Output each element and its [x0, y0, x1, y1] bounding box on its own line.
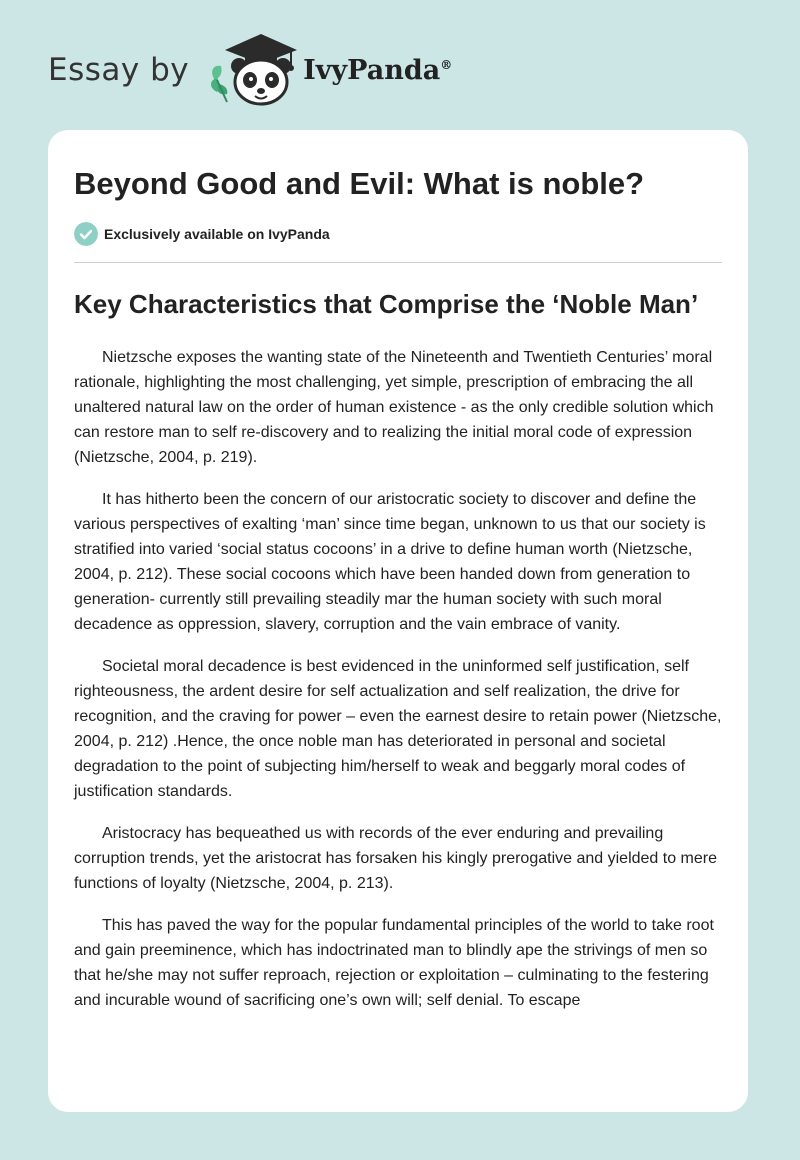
- registered-mark: ®: [440, 57, 453, 72]
- brand-header: [48, 30, 452, 110]
- panda-graduate-icon: [205, 32, 299, 108]
- paragraph: It has hitherto been the concern of our aristocratic society to discover and define the various perspectives of exalting ‘man’ since time began, unknown to us that our society is stratified into varied ‘social status cocoons’ in a drive to define human worth (Nietzsche, 2004, p. 212). These social cocoons which have been handed down from generation to generation- currently still prevailing steadily mar the human society with such moral decadence as oppression, slavery, corruption and the vain embrace of vanity.: [74, 491, 706, 633]
- paragraph: Nietzsche exposes the wanting state of the Nineteenth and Twentieth Centuries’ moral rationale, highlighting the most challenging, yet simple, prescription of embracing the all unaltered natural law on the order of human existence - as the only credible solution which can restore man to self re-discovery and to realizing the initial moral code of expression (Nietzsche, 2004, p. 219).: [74, 349, 714, 466]
- article-card: [48, 130, 748, 1112]
- article-body: [74, 345, 722, 1013]
- divider: [74, 262, 722, 263]
- brand-prefix: Essay by: [48, 52, 190, 88]
- paragraph: Societal moral decadence is best evidenced in the uninformed self justification, self righteousness, the ardent desire for self actualization and self realization, the drive for recognition, and the craving for power – even the earnest desire to retain power (Nietzsche, 2004, p. 212) .Hence, the once noble man has deteriorated in personal and societal degradation to the point of subjecting him/herself to weak and beggarly moral codes of justification standards.: [74, 658, 722, 800]
- exclusive-badge: [74, 222, 722, 246]
- paragraph: Aristocracy has bequeathed us with records of the ever enduring and prevailing corruption trends, yet the aristocrat has forsaken his kingly prerogative and yielded to mere functions of loyalty (Nietzsche, 2004, p. 213).: [74, 825, 717, 892]
- page-title: Beyond Good and Evil: What is noble?: [74, 166, 645, 201]
- brand-name-text: IvyPanda: [303, 54, 441, 86]
- exclusive-label: Exclusively available on IvyPanda: [104, 226, 330, 242]
- section-heading: Key Characteristics that Comprise the ‘Noble Man’: [74, 289, 699, 319]
- check-circle-icon: [74, 222, 98, 246]
- paragraph: This has paved the way for the popular fundamental principles of the world to take root and gain preeminence, which has indoctrinated man to blindly ape the strivings of men so that he/she may not suffer reproach, rejection or exploitation – culminating to the festering and incurable wound of sacrificing one’s own will; self denial. To escape: [74, 917, 714, 1009]
- brand-name[interactable]: [303, 55, 452, 86]
